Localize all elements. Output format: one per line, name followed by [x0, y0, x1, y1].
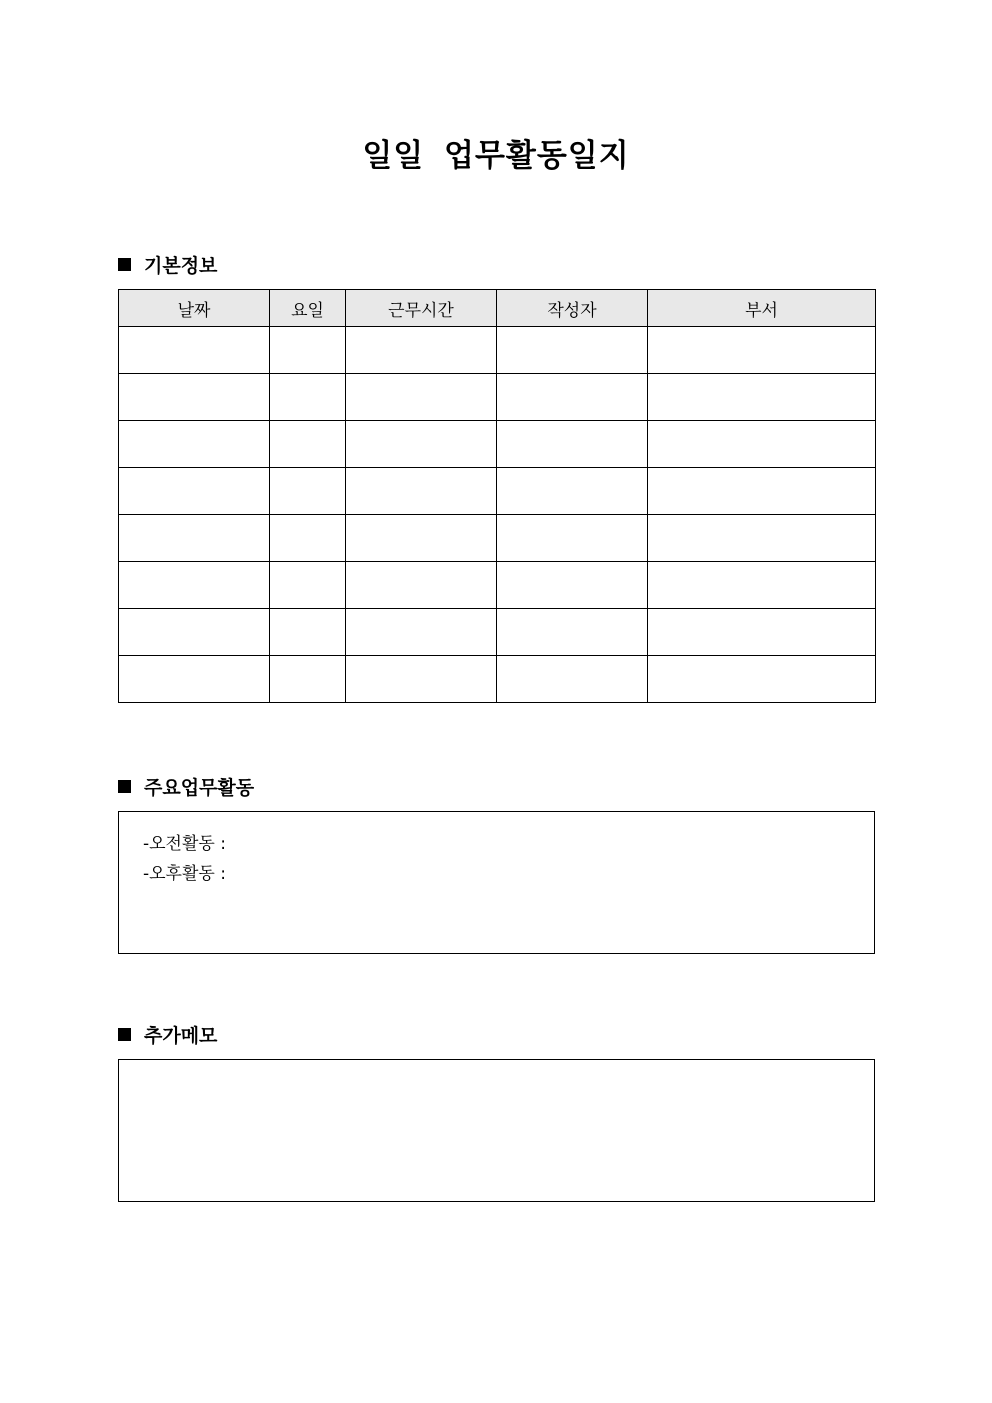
table-cell[interactable] — [497, 609, 648, 656]
table-row — [119, 374, 876, 421]
table-cell[interactable] — [270, 374, 346, 421]
table-row — [119, 609, 876, 656]
table-cell[interactable] — [346, 327, 497, 374]
afternoon-activity-label: -오후활동 : — [143, 864, 226, 884]
basic-info-heading-label: 기본정보 — [144, 254, 218, 277]
table-cell[interactable] — [119, 374, 270, 421]
table-cell[interactable] — [497, 656, 648, 703]
table-row — [119, 327, 876, 374]
table-cell[interactable] — [648, 327, 876, 374]
main-activities-heading — [118, 773, 254, 799]
memo-heading — [118, 1021, 217, 1047]
column-header-department: 부서 — [648, 290, 876, 327]
table-cell[interactable] — [119, 562, 270, 609]
column-header-date: 날짜 — [119, 290, 270, 327]
table-cell[interactable] — [648, 562, 876, 609]
table-cell[interactable] — [346, 609, 497, 656]
table-cell[interactable] — [497, 327, 648, 374]
table-cell[interactable] — [497, 562, 648, 609]
table-row — [119, 421, 876, 468]
table-cell[interactable] — [119, 468, 270, 515]
black-square-icon — [118, 258, 131, 271]
table-cell[interactable] — [270, 609, 346, 656]
table-cell[interactable] — [270, 656, 346, 703]
table-cell[interactable] — [346, 374, 497, 421]
table-cell[interactable] — [648, 515, 876, 562]
table-cell[interactable] — [119, 327, 270, 374]
table-cell[interactable] — [270, 327, 346, 374]
table-cell[interactable] — [270, 515, 346, 562]
table-cell[interactable] — [346, 421, 497, 468]
table-cell[interactable] — [119, 609, 270, 656]
document-title: 일일 업무활동일지 — [362, 138, 630, 174]
table-cell[interactable] — [497, 468, 648, 515]
table-cell[interactable] — [497, 515, 648, 562]
black-square-icon — [118, 780, 131, 793]
memo-heading-label: 추가메모 — [144, 1024, 218, 1047]
table-cell[interactable] — [270, 421, 346, 468]
main-activities-heading-label: 주요업무활동 — [144, 776, 255, 799]
memo-box[interactable] — [118, 1059, 875, 1202]
basic-info-heading — [118, 251, 217, 277]
table-cell[interactable] — [270, 562, 346, 609]
morning-activity-label: -오전활동 : — [143, 834, 226, 854]
table-cell[interactable] — [346, 562, 497, 609]
table-cell[interactable] — [648, 374, 876, 421]
basic-info-table — [118, 289, 876, 703]
table-cell[interactable] — [346, 515, 497, 562]
table-cell[interactable] — [346, 468, 497, 515]
table-row — [119, 468, 876, 515]
table-cell[interactable] — [648, 609, 876, 656]
table-cell[interactable] — [346, 656, 497, 703]
table-cell[interactable] — [270, 468, 346, 515]
table-cell[interactable] — [648, 421, 876, 468]
table-header-row — [119, 290, 876, 327]
table-row — [119, 656, 876, 703]
column-header-weekday: 요일 — [270, 290, 346, 327]
table-cell[interactable] — [648, 656, 876, 703]
column-header-author: 작성자 — [497, 290, 648, 327]
table-cell[interactable] — [497, 421, 648, 468]
main-activities-box[interactable] — [118, 811, 875, 954]
table-cell[interactable] — [119, 421, 270, 468]
table-cell[interactable] — [648, 468, 876, 515]
table-row — [119, 562, 876, 609]
table-cell[interactable] — [119, 656, 270, 703]
table-row — [119, 515, 876, 562]
black-square-icon — [118, 1028, 131, 1041]
column-header-work-hours: 근무시간 — [346, 290, 497, 327]
table-cell[interactable] — [119, 515, 270, 562]
table-cell[interactable] — [497, 374, 648, 421]
